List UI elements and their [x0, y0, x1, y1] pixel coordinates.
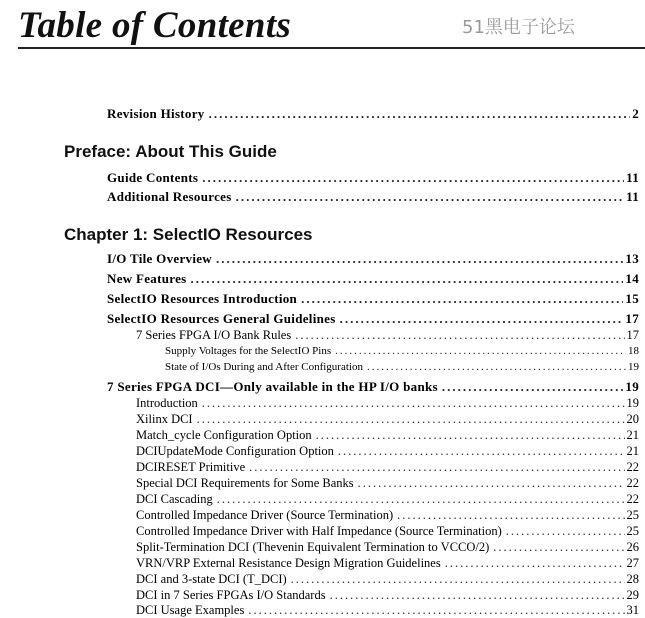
toc-entry-page: 19	[628, 361, 639, 373]
leader-dots	[316, 428, 625, 443]
toc-entry-label: DCI in 7 Series FPGAs I/O Standards	[136, 588, 326, 602]
toc-entry-page: 22	[626, 492, 639, 506]
toc-entry-label: Revision History	[107, 106, 205, 121]
toc-entry-dciupdatemode[interactable]	[136, 444, 639, 459]
leader-dots	[358, 476, 625, 491]
toc-entry-dci[interactable]	[107, 379, 639, 395]
toc-entry-label: Special DCI Requirements for Some Banks	[136, 476, 354, 490]
toc-entry-label: DCI Usage Examples	[136, 603, 245, 617]
toc-entry-label: New Features	[107, 271, 187, 286]
toc-entry-label: DCIRESET Primitive	[136, 460, 246, 474]
toc-entry-page: 18	[628, 345, 639, 357]
toc-entry-page: 17	[626, 328, 639, 342]
toc-entry-selectio-introduction[interactable]	[107, 291, 639, 307]
leader-dots	[216, 251, 623, 267]
page-title: Table of Contents	[18, 5, 292, 46]
toc-entry-label: Match_cycle Configuration Option	[136, 428, 312, 442]
leader-dots	[191, 271, 624, 287]
leader-dots	[295, 328, 624, 343]
toc-entry-page: 25	[626, 524, 639, 538]
toc-entry-label: 7 Series FPGA I/O Bank Rules	[136, 328, 292, 342]
toc-entry-label: SelectIO Resources General Guidelines	[107, 311, 336, 326]
leader-dots	[335, 345, 626, 357]
toc-entry-supply-voltages[interactable]	[165, 345, 639, 357]
toc-entry-dci-io-standards[interactable]	[136, 588, 639, 603]
toc-entry-io-tile-overview[interactable]	[107, 251, 639, 267]
toc-entry-dci-cascading[interactable]	[136, 492, 639, 507]
toc-entry-label: SelectIO Resources Introduction	[107, 291, 298, 306]
leader-dots	[236, 189, 625, 205]
toc-entry-page: 15	[625, 291, 639, 306]
chapter-1-heading[interactable]: Chapter 1: SelectIO Resources	[64, 225, 313, 244]
leader-dots	[217, 492, 625, 507]
toc-entry-page: 31	[626, 603, 639, 617]
toc-entry-label: Split-Termination DCI (Thevenin Equivalent Termination to VCCO/2)	[136, 540, 490, 554]
toc-entry-special-dci[interactable]	[136, 476, 639, 491]
toc-entry-page: 17	[625, 311, 639, 326]
toc-entry-page: 29	[626, 588, 639, 602]
toc-entry-label: VRN/VRP External Resistance Design Migration Guidelines	[136, 556, 441, 570]
leader-dots	[202, 396, 625, 411]
toc-entry-page: 2	[632, 106, 639, 121]
leader-dots	[493, 540, 624, 555]
toc-entry-page: 26	[626, 540, 639, 554]
toc-entry-controlled-impedance[interactable]	[136, 508, 639, 523]
toc-entry-label: DCI and 3-state DCI (T_DCI)	[136, 572, 287, 586]
toc-entry-dci-3-state[interactable]	[136, 572, 639, 587]
title-rule	[18, 47, 645, 49]
toc-entry-page: 19	[626, 396, 639, 410]
toc-entry-page: 22	[626, 476, 639, 490]
toc-entry-page: 14	[625, 271, 639, 286]
toc-entry-label: DCI Cascading	[136, 492, 213, 506]
leader-dots	[445, 556, 625, 571]
toc-entry-additional-resources[interactable]	[107, 189, 639, 205]
toc-entry-revision-history[interactable]	[107, 106, 639, 122]
toc-entry-label: DCIUpdateMode Configuration Option	[136, 444, 334, 458]
toc-entry-label: Xilinx DCI	[136, 412, 193, 426]
toc-entry-vrn-vrp[interactable]	[136, 556, 639, 571]
toc-entry-page: 20	[626, 412, 639, 426]
leader-dots	[330, 588, 625, 603]
toc-entry-label: Controlled Impedance Driver with Half Impedance (Source Termination)	[136, 524, 502, 538]
toc-entry-match-cycle[interactable]	[136, 428, 639, 443]
toc-entry-label: Controlled Impedance Driver (Source Termination)	[136, 508, 394, 522]
toc-entry-page: 25	[626, 508, 639, 522]
toc-entry-label: I/O Tile Overview	[107, 251, 212, 266]
toc-entry-page: 21	[626, 444, 639, 458]
toc-entry-label: Additional Resources	[107, 189, 232, 204]
toc-entry-label: Guide Contents	[107, 170, 199, 185]
leader-dots	[340, 311, 624, 327]
toc-entry-selectio-general-guidelines[interactable]	[107, 311, 639, 327]
leader-dots	[367, 361, 626, 373]
toc-entry-new-features[interactable]	[107, 271, 639, 287]
toc-entry-xilinx-dci[interactable]	[136, 412, 639, 427]
watermark: 51黑电子论坛	[462, 17, 575, 38]
leader-dots	[397, 508, 624, 523]
toc-entry-controlled-impedance-half[interactable]	[136, 524, 639, 539]
toc-entry-guide-contents[interactable]	[107, 170, 639, 186]
toc-entry-state-of-ios[interactable]	[165, 361, 639, 373]
leader-dots	[506, 524, 625, 539]
toc-entry-page: 11	[626, 170, 639, 185]
toc-entry-page: 19	[625, 379, 639, 394]
leader-dots	[442, 379, 624, 395]
toc-entry-introduction[interactable]	[136, 396, 639, 411]
preface-heading[interactable]: Preface: About This Guide	[64, 142, 277, 161]
leader-dots	[338, 444, 625, 459]
toc-entry-split-termination[interactable]	[136, 540, 639, 555]
toc-entry-dcireset[interactable]	[136, 460, 639, 475]
toc-entry-label: Introduction	[136, 396, 198, 410]
toc-entry-page: 21	[626, 428, 639, 442]
leader-dots	[291, 572, 625, 587]
leader-dots	[301, 291, 623, 307]
toc-entry-label: Supply Voltages for the SelectIO Pins	[165, 345, 332, 357]
toc-entry-page: 13	[625, 251, 639, 266]
toc-entry-label: 7 Series FPGA DCI—Only available in the HP I/O banks	[107, 379, 438, 394]
toc-entry-io-bank-rules[interactable]	[136, 328, 639, 343]
leader-dots	[197, 412, 625, 427]
leader-dots	[209, 106, 631, 122]
toc-entry-page: 22	[626, 460, 639, 474]
toc-entry-page: 27	[626, 556, 639, 570]
toc-entry-page: 11	[626, 189, 639, 204]
toc-entry-label: State of I/Os During and After Configuration	[165, 361, 363, 373]
leader-dots	[249, 460, 624, 475]
toc-entry-page: 28	[626, 572, 639, 586]
leader-dots	[202, 170, 624, 186]
